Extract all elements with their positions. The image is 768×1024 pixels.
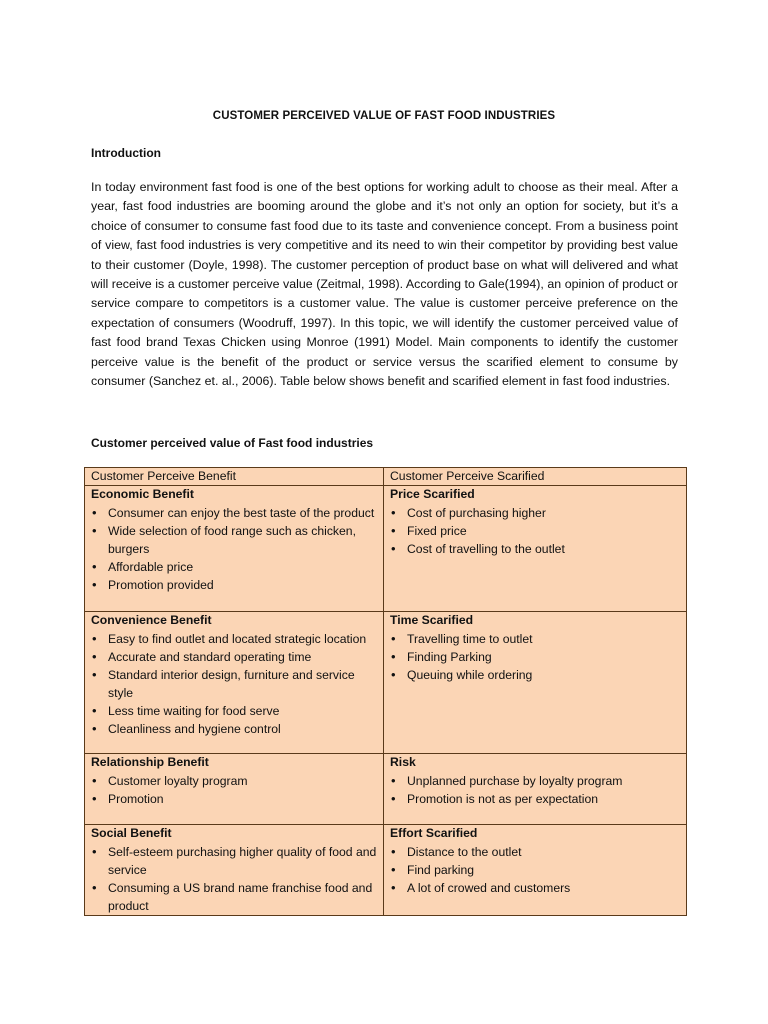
list-item: • Consuming a US brand name franchise food and product xyxy=(107,879,378,915)
list-item: • Finding Parking xyxy=(406,648,681,666)
scarified-title: Price Scarified xyxy=(390,487,475,501)
list-item: • Travelling time to outlet xyxy=(406,630,681,648)
list-item: • Queuing while ordering xyxy=(406,666,681,684)
benefit-cell xyxy=(85,486,384,612)
list-item: • Promotion provided xyxy=(107,576,378,594)
scarified-list xyxy=(390,630,681,684)
list-item: • Cost of purchasing higher xyxy=(406,504,681,522)
table-row xyxy=(85,486,687,612)
list-item: • Fixed price xyxy=(406,522,681,540)
list-item: • Wide selection of food range such as chicken, burgers xyxy=(107,522,378,558)
scarified-list xyxy=(390,772,681,808)
benefit-cell xyxy=(85,754,384,825)
list-item: • Less time waiting for food serve xyxy=(107,702,378,720)
list-item: • Unplanned purchase by loyalty program xyxy=(406,772,681,790)
benefit-cell xyxy=(85,825,384,916)
benefit-cell xyxy=(85,612,384,754)
list-item: • Affordable price xyxy=(107,558,378,576)
scarified-title: Risk xyxy=(390,755,416,769)
table-row xyxy=(85,825,687,916)
list-item: • Accurate and standard operating time xyxy=(107,648,378,666)
list-item: • Distance to the outlet xyxy=(406,843,681,861)
scarified-cell xyxy=(384,825,687,916)
benefit-list xyxy=(91,504,378,594)
benefit-title: Economic Benefit xyxy=(91,487,194,501)
scarified-list xyxy=(390,504,681,558)
header-benefit: Customer Perceive Benefit xyxy=(85,468,384,486)
header-scarified: Customer Perceive Scarified xyxy=(384,468,687,486)
list-item: • Promotion is not as per expectation xyxy=(406,790,681,808)
list-item: • Self-esteem purchasing higher quality of food and service xyxy=(107,843,378,879)
list-item: • Cost of travelling to the outlet xyxy=(406,540,681,558)
scarified-cell xyxy=(384,612,687,754)
table-row xyxy=(85,754,687,825)
list-item: • A lot of crowed and customers xyxy=(406,879,681,897)
benefit-list xyxy=(91,630,378,738)
benefit-title: Relationship Benefit xyxy=(91,755,209,769)
scarified-cell xyxy=(384,486,687,612)
scarified-list xyxy=(390,843,681,897)
list-item: • Easy to find outlet and located strategic location xyxy=(107,630,378,648)
list-item: • Find parking xyxy=(406,861,681,879)
list-item: • Cleanliness and hygiene control xyxy=(107,720,378,738)
list-item: • Promotion xyxy=(107,790,378,808)
benefit-list xyxy=(91,772,378,808)
benefit-title: Social Benefit xyxy=(91,826,172,840)
table-row xyxy=(85,612,687,754)
list-item: • Customer loyalty program xyxy=(107,772,378,790)
scarified-cell xyxy=(384,754,687,825)
page-title: CUSTOMER PERCEIVED VALUE OF FAST FOOD INDUSTRIES xyxy=(212,110,556,122)
list-item: • Standard interior design, furniture and service style xyxy=(107,666,378,702)
table-header-row xyxy=(85,468,687,486)
scarified-title: Effort Scarified xyxy=(390,826,478,840)
benefit-list xyxy=(91,843,378,915)
scarified-title: Time Scarified xyxy=(390,613,474,627)
introduction-paragraph: In today environment fast food is one of the best options for working adult to choose as their meal. After a year, fast food industries are booming around the globe and it’s not only an option for society, but it’s a choice of consumer to consume fast food due to its taste and convenience concept. From a business point of view, fast food industries is very competitive and its need to win their competitor by providing best value to their customer (Doyle, 1998). The customer perception of product base on what will delivered and what will receive is a customer perceive value (Zeitmal, 1998). According to Gale(1994), an opinion of product or service compare to competitors is a customer value. The value is customer perceive preference on the expectation of consumers (Woodruff, 1997). In this topic, we will identify the customer perceived value of fast food brand Texas Chicken using Monroe (1991) Model. Main components to identify the customer perceive value is the benefit of the product or service versus the scarified element to consume by consumer (Sanchez et. al., 2006). Table below shows benefit and scarified element in fast food industries. xyxy=(91,180,678,389)
list-item: • Consumer can enjoy the best taste of the product xyxy=(107,504,378,522)
table-heading: Customer perceived value of Fast food industries xyxy=(91,436,374,450)
benefit-title: Convenience Benefit xyxy=(91,613,212,627)
value-table xyxy=(84,467,687,916)
introduction-heading: Introduction xyxy=(91,146,161,160)
